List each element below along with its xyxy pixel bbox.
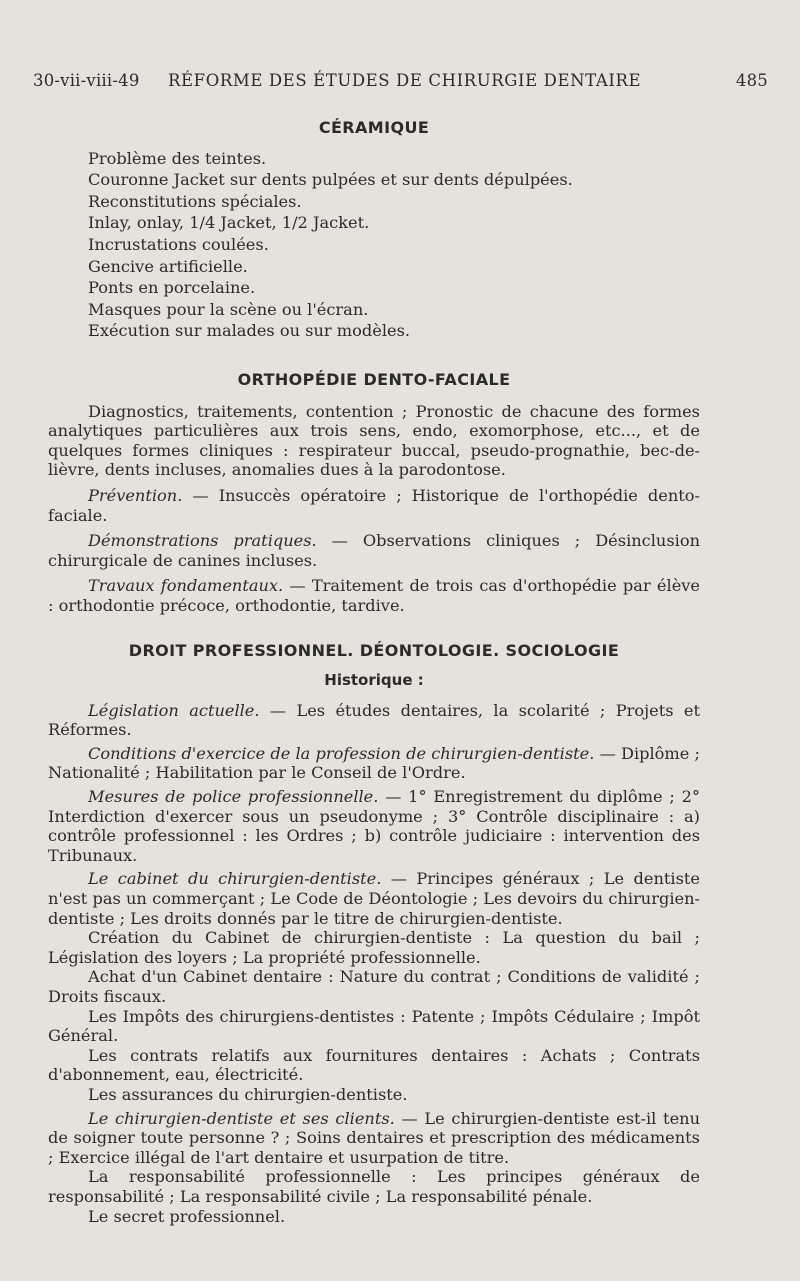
paragraph <box>48 701 700 740</box>
paragraph-label: Prévention. <box>88 485 183 505</box>
paragraph-text: — 1° Enregistrement du diplôme ; 2° Interdiction d'exercer sous un pseudonyme ; 3° Contrôle disciplinaire : a) contrôle professionnel : les Ordres ; b) contrôle judiciaire : intervention des Tribunaux. <box>48 787 700 865</box>
paragraph-label: Législation actuelle. <box>88 700 260 720</box>
paragraph <box>48 486 700 525</box>
paragraph <box>48 744 700 783</box>
header-title: RÉFORME DES ÉTUDES DE CHIRURGIE DENTAIRE <box>168 71 642 90</box>
paragraph-label: Démonstrations pratiques. <box>88 531 317 551</box>
paragraph-text: — Les études dentaires, la scolarité ; Projets et Réformes. <box>48 700 700 740</box>
paragraph-text: — Traitement de trois cas d'orthopédie par élève : orthodontie précoce, orthodontie, tardive. <box>48 576 700 615</box>
paragraph-label: Le cabinet du chirurgien-dentiste. <box>88 869 382 889</box>
list-item: Gencive artificielle. <box>88 256 248 276</box>
list-item: Exécution sur malades ou sur modèles. <box>88 321 411 341</box>
paragraph: Création du Cabinet de chirurgien-dentiste : La question du bail ; Législation des loyers ; La propriété professionnelle. <box>48 928 700 967</box>
list-item: Incrustations coulées. <box>88 234 269 254</box>
paragraph <box>48 531 700 570</box>
paragraph-label: Mesures de police professionnelle. <box>88 787 379 807</box>
paragraph: Achat d'un Cabinet dentaire : Nature du contrat ; Conditions de validité ; Droits fiscaux. <box>48 967 700 1006</box>
paragraph-text: — Principes généraux ; Le dentiste n'est pas un commerçant ; Le Code de Déontologie ; Les devoirs du chirurgien-dentiste ; Les droits donnés par le titre de chirurgien-dentiste. <box>48 869 700 928</box>
paragraph: Diagnostics, traitements, contention ; Pronostic de chacune des formes analytiques particulières aux trois sens, endo, exomorphose, etc..., et de quelques formes cliniques : respirateur buccal, pseudo-prognathie, bec-de-lièvre, dents incluses, anomalies dues à la parodontose. <box>48 401 700 480</box>
list-item: Inlay, onlay, 1/4 Jacket, 1/2 Jacket. <box>88 213 370 233</box>
page-number: 485 <box>735 71 768 90</box>
paragraph-text: — Le chirurgien-dentiste est-il tenu de soigner toute personne ? ; Soins dentaires et prescription des médicaments ; Exercice illégal de l'art dentaire et usurpation de titre. <box>48 1108 700 1167</box>
list-item: Couronne Jacket sur dents pulpées et sur dents dépulpées. <box>88 170 573 190</box>
paragraph-text: — Insuccès opératoire ; Historique de l'orthopédie dento-faciale. <box>48 485 700 525</box>
list-item: Ponts en porcelaine. <box>88 278 256 298</box>
paragraph <box>48 1109 700 1168</box>
page-body <box>48 118 700 1226</box>
section-heading: CÉRAMIQUE <box>318 118 430 137</box>
paragraph-text: — Diplôme ; Nationalité ; Habilitation par le Conseil de l'Ordre. <box>48 743 700 783</box>
paragraph-text: — Observations cliniques ; Désinclusion chirurgicale de canines incluses. <box>48 531 700 570</box>
section-subheading: Historique : <box>324 671 424 690</box>
paragraph-label: Travaux fondamentaux. <box>88 576 284 596</box>
list-item: Reconstitutions spéciales. <box>88 191 302 211</box>
list-item: Problème des teintes. <box>88 148 267 168</box>
section-heading: ORTHOPÉDIE DENTO-FACIALE <box>237 369 511 389</box>
paragraph-label: Conditions d'exercice de la profession de chirurgien-dentiste. <box>88 743 595 763</box>
ceramique-list <box>48 148 700 342</box>
header-date: 30-vii-viii-49 <box>33 71 140 90</box>
paragraph: Les Impôts des chirurgiens-dentistes : Patente ; Impôts Cédulaire ; Impôt Général. <box>48 1006 700 1046</box>
list-item: Masques pour la scène ou l'écran. <box>88 299 369 319</box>
section-heading: DROIT PROFESSIONNEL. DÉONTOLOGIE. SOCIOLOGIE <box>128 641 620 661</box>
section-orthopedie <box>48 370 700 616</box>
paragraph <box>48 869 700 928</box>
paragraph: Les assurances du chirurgien-dentiste. <box>88 1084 408 1104</box>
paragraph: Le secret professionnel. <box>88 1206 286 1226</box>
paragraph-label: Le chirurgien-dentiste et ses clients. <box>88 1108 395 1128</box>
section-ceramique <box>48 118 700 342</box>
paragraph: La responsabilité professionnelle : Les principes généraux de responsabilité ; La responsabilité civile ; La responsabilité pénale. <box>48 1167 700 1206</box>
section-droit <box>48 641 700 1226</box>
paragraph: Les contrats relatifs aux fournitures dentaires : Achats ; Contrats d'abonnement, eau, électricité. <box>48 1045 700 1085</box>
paragraph <box>48 787 700 865</box>
paragraph <box>48 576 700 615</box>
